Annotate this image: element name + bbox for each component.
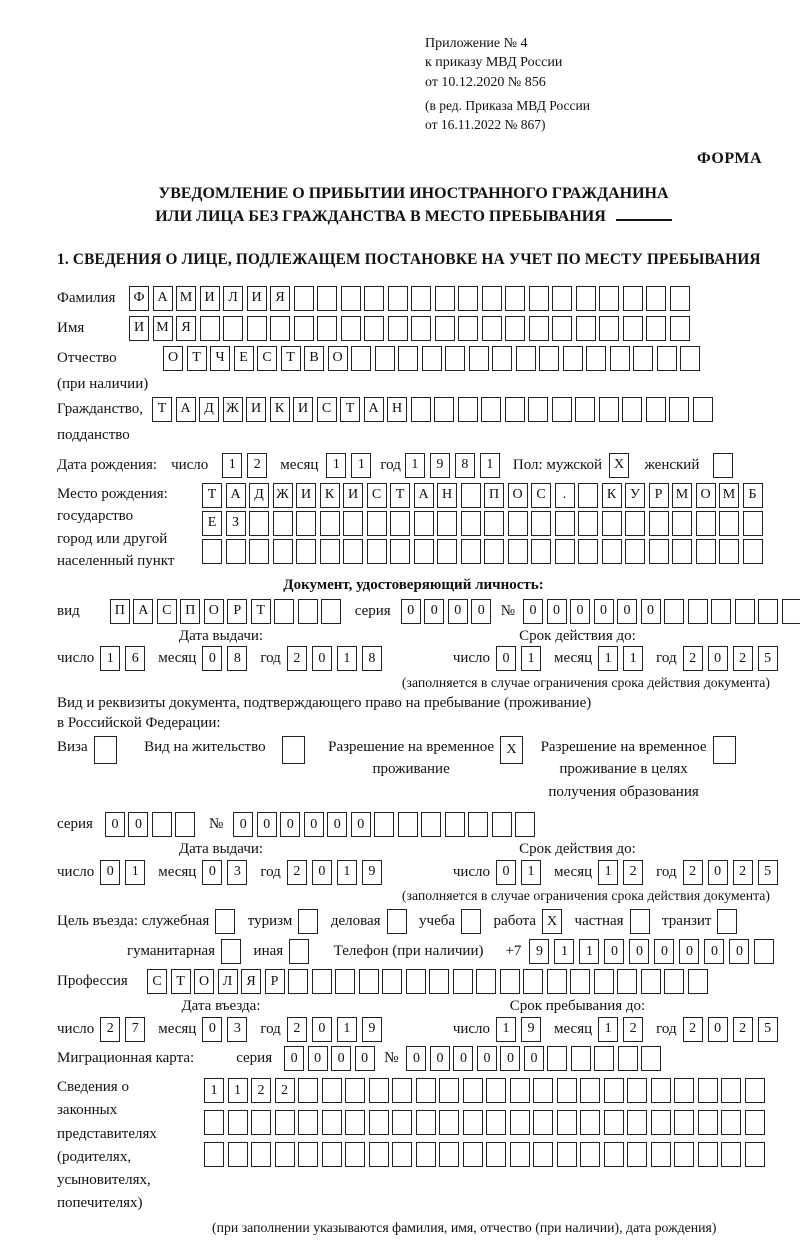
temp-permit-label: Разрешение на временное проживание	[328, 738, 495, 778]
citizenship-label-2: подданство	[57, 427, 130, 444]
birth-place-boxes-row3[interactable]	[202, 539, 766, 564]
appendix-line: от 10.12.2020 № 856	[425, 74, 546, 90]
year-label: год	[260, 863, 281, 880]
sex-female-label: женский	[644, 456, 700, 473]
permit-issue-date-label: Дата выдачи:	[178, 841, 264, 858]
migration-series-label: серия	[236, 1050, 273, 1067]
doc-series-label: серия	[354, 602, 391, 619]
entry-date-heads	[57, 998, 770, 1015]
profession-label: Профессия	[57, 973, 128, 990]
month-label: месяц	[158, 1020, 197, 1037]
day-label: число	[57, 650, 95, 667]
day-label: число	[57, 863, 95, 880]
migration-number-label: №	[384, 1050, 399, 1067]
year-label: год	[656, 650, 677, 667]
representatives-label-2: законных	[57, 1102, 118, 1119]
patronymic-note-label: (при наличии)	[57, 376, 149, 393]
month-label: месяц	[554, 863, 593, 880]
residence-permit-label: Вид на жительство	[144, 738, 266, 755]
permit-valid-until-label: Срок действия до:	[519, 841, 636, 858]
permit-valid-year-boxes[interactable]: 2 0 2 5	[683, 860, 783, 885]
purpose-other-checkbox[interactable]	[289, 939, 313, 964]
form-title	[57, 182, 770, 228]
purpose-official-label: Цель въезда: служебная	[57, 913, 210, 930]
doc-issue-day-boxes[interactable]: 1 6	[100, 646, 150, 671]
purpose-official-checkbox[interactable]	[215, 909, 239, 934]
entry-date-label: Дата въезда:	[181, 998, 261, 1015]
appendix-note-line: (в ред. Приказа МВД России	[425, 97, 590, 113]
purpose-private-item	[575, 909, 654, 934]
phone-row	[57, 938, 770, 965]
year-label: год	[380, 456, 401, 473]
doc-dates-row	[57, 645, 770, 673]
purpose-business-item	[331, 909, 410, 934]
migration-series-boxes[interactable]: 0 0 0 0	[284, 1046, 378, 1071]
permit-series-boxes[interactable]: 0 0	[105, 812, 199, 837]
month-label: месяц	[158, 650, 197, 667]
day-label: число	[452, 863, 491, 880]
purpose-humanitarian-checkbox[interactable]	[221, 939, 245, 964]
birth-place-block	[57, 483, 770, 573]
surname-boxes[interactable]: Ф А М И Л И Я	[129, 286, 693, 311]
month-label: месяц	[158, 863, 197, 880]
temp-permit-edu-option	[541, 736, 745, 804]
purpose-study-checkbox[interactable]	[461, 909, 485, 934]
purpose-business-label: деловая	[330, 913, 381, 930]
surname-row	[57, 285, 770, 312]
migration-number-boxes[interactable]: 0 0 0 0 0 0	[406, 1046, 665, 1071]
purpose-work-item	[494, 909, 566, 934]
purpose-tourism-item	[248, 909, 322, 934]
purpose-private-checkbox[interactable]	[630, 909, 654, 934]
stay-until-label: Срок пребывания до:	[509, 998, 646, 1015]
representatives-label-3: представителях	[57, 1125, 157, 1142]
doc-issue-month-boxes[interactable]: 0 8	[202, 646, 252, 671]
permit-valid-day-boxes[interactable]: 0 1	[496, 860, 546, 885]
birth-place-label-settlement: населенный пункт	[57, 553, 175, 570]
doc-valid-until-label: Срок действия до:	[519, 627, 636, 644]
representatives-boxes-row1[interactable]: 1 1 2 2	[204, 1078, 768, 1103]
doc-issue-year-boxes[interactable]: 2 0 1 8	[287, 646, 387, 671]
patronymic-note-row	[57, 375, 770, 395]
identity-doc-heading: Документ, удостоверяющий личность:	[283, 576, 544, 593]
temp-permit-edu-checkbox[interactable]	[713, 736, 740, 764]
doc-number-boxes[interactable]: 0 0 0 0 0 0	[523, 599, 800, 624]
visa-checkbox[interactable]	[94, 736, 121, 764]
purpose-tourism-label: туризм	[247, 913, 293, 930]
form-title-line2: ИЛИ ЛИЦА БЕЗ ГРАЖДАНСТВА В МЕСТО ПРЕБЫВАНИЯ	[57, 205, 770, 228]
phone-label: Телефон (при наличии)	[333, 943, 484, 960]
permit-issue-date-group	[57, 860, 395, 885]
permit-dates-row	[57, 858, 770, 886]
doc-valid-month-boxes[interactable]: 1 1	[598, 646, 648, 671]
doc-valid-day-boxes[interactable]: 0 1	[496, 646, 546, 671]
permit-date-heads	[57, 841, 770, 858]
doc-valid-note: (заполняется в случае ограничения срока действия документа)	[401, 674, 770, 690]
permit-series-row	[57, 811, 770, 838]
permit-valid-note: (заполняется в случае ограничения срока действия документа)	[401, 888, 770, 904]
year-label: год	[656, 1020, 677, 1037]
month-label: месяц	[554, 650, 593, 667]
permit-valid-month-boxes[interactable]: 1 2	[598, 860, 648, 885]
representatives-boxes-row2[interactable]	[204, 1110, 768, 1135]
visa-option	[57, 736, 126, 764]
birth-date-row	[57, 452, 770, 479]
entry-date-group	[57, 1017, 395, 1042]
birth-place-label: Место рождения:	[57, 485, 168, 502]
permit-valid-date-group	[453, 860, 791, 885]
profession-boxes[interactable]: С Т О Л Я Р	[147, 969, 711, 994]
doc-kind-row	[57, 598, 770, 625]
year-label: год	[260, 650, 281, 667]
year-label: год	[260, 1020, 281, 1037]
phone-prefix: +7	[505, 943, 522, 960]
stay-year-boxes[interactable]: 2 0 2 5	[683, 1017, 783, 1042]
doc-issue-date-group	[57, 646, 395, 671]
profession-row	[57, 968, 770, 995]
representatives-label-4: (родителях,	[57, 1148, 132, 1165]
month-label: месяц	[280, 456, 319, 473]
purpose-transit-checkbox[interactable]	[717, 909, 741, 934]
permit-series-label: серия	[57, 816, 93, 833]
patronymic-label: Отчество	[57, 349, 117, 366]
entry-year-boxes[interactable]: 2 0 1 9	[287, 1017, 387, 1042]
citizenship-label: Гражданство,	[57, 400, 144, 417]
birth-date-label: Дата рождения:	[57, 456, 158, 473]
purpose-work-label: работа	[493, 913, 537, 930]
purpose-other-label: иная	[253, 943, 284, 960]
permit-issue-month-boxes[interactable]: 0 3	[202, 860, 252, 885]
doc-date-heads	[57, 628, 770, 645]
citizenship-row	[57, 396, 770, 423]
stay-month-boxes[interactable]: 1 2	[598, 1017, 648, 1042]
purpose-transit-label: транзит	[662, 913, 712, 930]
representatives-boxes-row3[interactable]	[204, 1142, 768, 1167]
migration-card-label: Миграционная карта:	[57, 1050, 195, 1067]
doc-series-boxes[interactable]: 0 0 0 0	[401, 599, 495, 624]
form-title-line1: УВЕДОМЛЕНИЕ О ПРИБЫТИИ ИНОСТРАННОГО ГРАЖДАНИНА	[158, 185, 669, 203]
day-label: число	[171, 456, 209, 473]
patronymic-row	[57, 345, 770, 372]
sex-male-checkbox[interactable]: X	[609, 453, 633, 478]
residence-doc-options	[57, 736, 770, 804]
purpose-work-checkbox[interactable]: X	[542, 909, 566, 934]
doc-valid-year-boxes[interactable]: 2 0 2 5	[683, 646, 783, 671]
day-label: число	[452, 1020, 491, 1037]
entry-month-boxes[interactable]: 0 3	[202, 1017, 252, 1042]
representatives-label-6: попечителях)	[57, 1195, 143, 1212]
permit-issue-day-boxes[interactable]: 0 1	[100, 860, 150, 885]
citizenship-note-row	[57, 426, 770, 446]
purpose-study-item	[419, 909, 485, 934]
temp-permit-checkbox[interactable]: X	[500, 736, 527, 764]
birth-day-boxes[interactable]: 1 2	[222, 453, 272, 478]
permit-issue-year-boxes[interactable]: 2 0 1 9	[287, 860, 387, 885]
birth-place-label-city: город или другой	[57, 530, 168, 547]
sex-male-label: Пол: мужской	[512, 456, 603, 473]
phone-boxes[interactable]: 9 1 1 0 0 0 0 0 0	[529, 939, 779, 964]
patronymic-boxes[interactable]: О Т Ч Е С Т В О	[163, 346, 704, 371]
entry-dates-row	[57, 1015, 770, 1043]
doc-valid-date-group	[453, 646, 791, 671]
doc-kind-label: вид	[57, 602, 80, 619]
purpose-humanitarian-item	[127, 939, 245, 964]
representatives-label-1: Сведения о	[57, 1079, 129, 1096]
visa-label: Виза	[57, 738, 88, 755]
permit-number-label: №	[208, 816, 224, 833]
title-blank-underline[interactable]	[616, 207, 672, 221]
representatives-block	[57, 1076, 770, 1236]
stay-day-boxes[interactable]: 1 9	[496, 1017, 546, 1042]
residence-permit-option	[144, 736, 314, 764]
citizenship-boxes[interactable]: Т А Д Ж И К И С Т А Н	[152, 397, 716, 422]
purpose-humanitarian-label: гуманитарная	[127, 943, 216, 960]
doc-kind-boxes[interactable]: П А С П О Р Т	[110, 599, 345, 624]
purpose-other-item	[254, 939, 313, 964]
section1-heading: 1. СВЕДЕНИЯ О ЛИЦЕ, ПОДЛЕЖАЩЕМ ПОСТАНОВКЕ НА УЧЕТ ПО МЕСТУ ПРЕБЫВАНИЯ	[57, 250, 761, 268]
residence-doc-line1: Вид и реквизиты документа, подтверждающего право на пребывание (проживание)	[57, 694, 592, 711]
name-row	[57, 315, 770, 342]
doc-number-label: №	[500, 602, 515, 619]
name-label: Имя	[57, 319, 85, 336]
purpose-study-label: учеба	[419, 913, 456, 930]
purpose-transit-item	[662, 909, 741, 934]
purpose-row	[57, 908, 770, 935]
temp-permit-option	[328, 736, 532, 781]
purpose-official-item	[57, 909, 239, 934]
birth-place-label-state: государство	[57, 508, 134, 525]
year-label: год	[656, 863, 677, 880]
birth-place-boxes-row2[interactable]: Е З	[202, 511, 766, 536]
appendix-note-line: от 16.11.2022 № 867)	[425, 116, 546, 132]
day-label: число	[57, 1020, 95, 1037]
sex-female-checkbox[interactable]	[713, 453, 737, 478]
purpose-tourism-checkbox[interactable]	[298, 909, 322, 934]
entry-day-boxes[interactable]: 2 7	[100, 1017, 150, 1042]
appendix-reference	[425, 34, 621, 92]
appendix-line: к приказу МВД России	[425, 55, 563, 71]
residence-permit-checkbox[interactable]	[282, 736, 309, 764]
appendix-amendment-note	[425, 97, 621, 134]
day-label: число	[452, 650, 491, 667]
surname-label: Фамилия	[57, 289, 116, 306]
appendix-line: Приложение № 4	[425, 36, 528, 51]
representatives-note: (при заполнении указываются фамилия, имя, отчество (при наличии), дата рождения)	[212, 1220, 717, 1236]
birth-year-boxes[interactable]: 1 9 8 1	[405, 453, 505, 478]
permit-number-boxes[interactable]: 0 0 0 0 0 0	[233, 812, 539, 837]
forma-label: ФОРМА	[696, 150, 762, 168]
purpose-private-label: частная	[574, 913, 624, 930]
birth-place-boxes-row1[interactable]: Т А Д Ж И К И С Т А Н П О С . К У Р М О М Б	[202, 483, 766, 508]
stay-until-date-group	[453, 1017, 791, 1042]
residence-doc-line2: в Российской Федерации:	[57, 714, 221, 731]
doc-issue-date-label: Дата выдачи:	[178, 627, 264, 644]
name-boxes[interactable]: И М Я	[129, 316, 693, 341]
month-label: месяц	[554, 1020, 593, 1037]
migration-card-row	[57, 1045, 770, 1072]
birth-month-boxes[interactable]: 1 1	[326, 453, 376, 478]
temp-permit-edu-label: Разрешение на временное проживание в целях получения образования	[540, 738, 707, 800]
purpose-business-checkbox[interactable]	[387, 909, 411, 934]
representatives-label-5: усыновителях,	[57, 1172, 151, 1189]
